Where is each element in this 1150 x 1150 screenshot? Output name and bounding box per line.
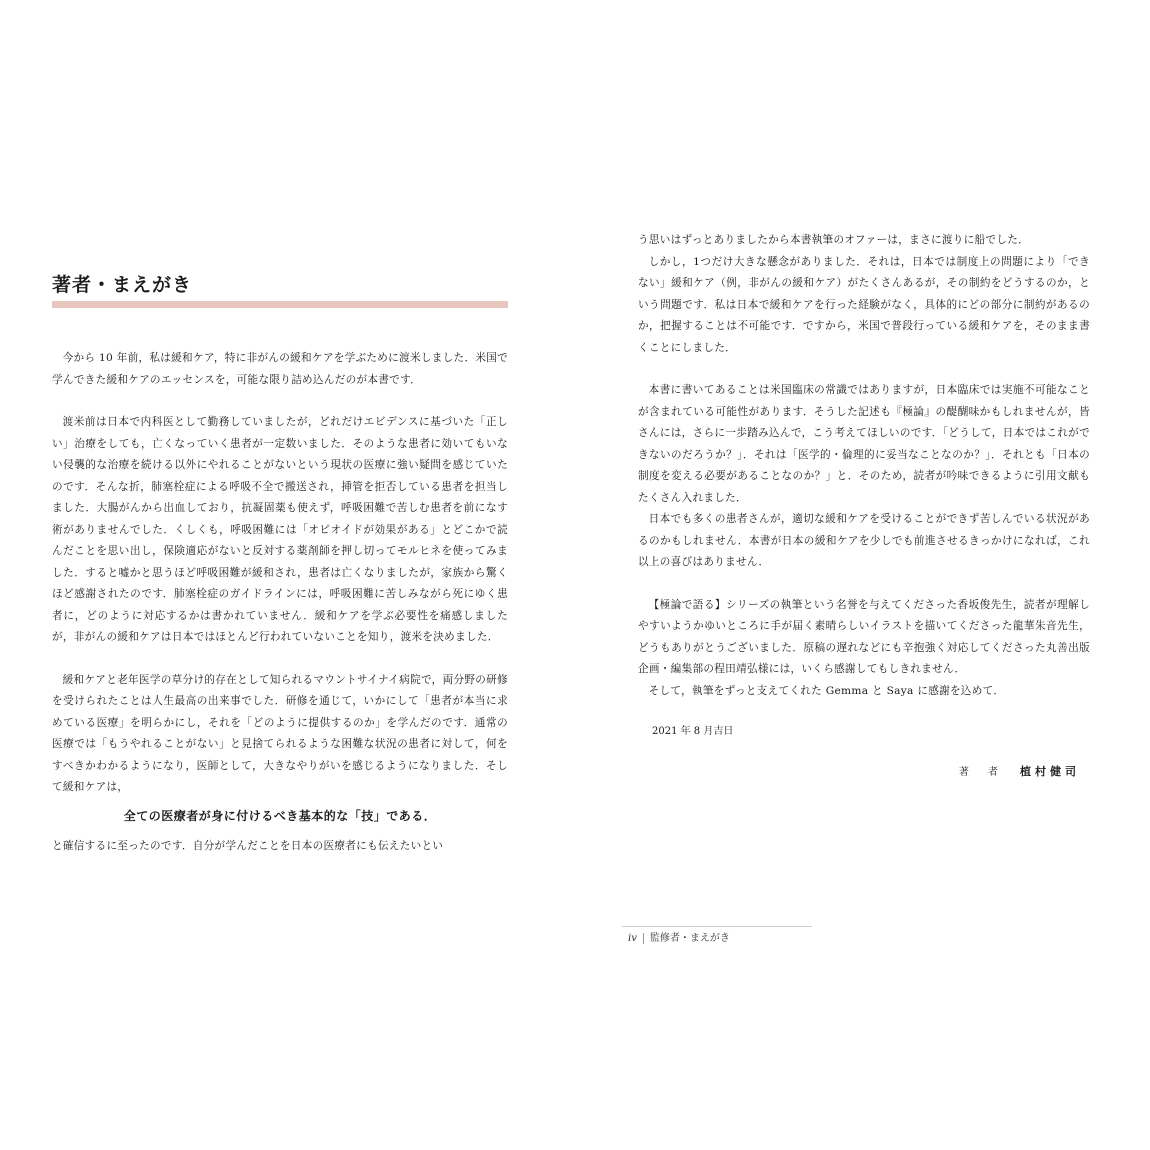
- right-page: [638, 230, 1090, 779]
- paragraph-content-note: 本書に書いてあることは米国臨床の常識ではありますが，日本臨床では実施不可能なことが含まれている可能性があります．そうした記述も『極論』の醍醐味かもしれませんが，皆さんには，さらに一歩踏み込んで，こう考えてほしいのです．「どうして，日本ではこれができないのだろうか？」．それは「医学的・倫理的に妥当なことなのか？」．それとも「日本の制度を変える必要があることなのか？」と．そのため，読者が吟味できるように引用文献もたくさん入れました．: [638, 384, 1090, 504]
- emphasis-statement: 全ての医療者が身に付けるべき基本的な「技」である．: [123, 808, 437, 823]
- paragraph-continued: う思いはずっとありましたから本書執筆のオファーは，まさに渡りに船でした．: [638, 234, 1030, 246]
- paragraph-concern: しかし，1つだけ大きな懸念がありました．それは，日本では制度上の問題により「できない」緩和ケア（例，非がんの緩和ケア）がたくさんあるが，その制約をどうするのか，という問題です．私は日本で緩和ケアを行った経験がなく，具体的にどの部分に制約があるのか，把握することは不可能です．ですから，米国で普段行っている緩和ケアを，そのまま書くことにしました．: [638, 255, 1090, 354]
- paragraph-3: 緩和ケアと老年医学の草分け的存在として知られるマウントサイナイ病院で，両分野の研修を受けられたことは人生最高の出来事でした．研修を通じて，いかにして「患者が本当に求めている医療」を明らかにし，それを「どのように提供するのか」を学んだのです．通常の医療では「もうやれることがない」と見捨てられるような困難な状況の患者に対して，何をすべきかわかるようになり，医師として，大きなやりがいを感じるようになりました．そして緩和ケアは，: [52, 673, 508, 793]
- paragraph-2: 渡米前は日本で内科医として勤務していましたが，どれだけエビデンスに基づいた「正しい」治療をしても，亡くなっていく患者が一定数いました．そのような患者に効いてもいない侵襲的な治療を続ける以外にやれることがないという現状の医療に強い疑問を感じていたのです．そんな折，肺塞栓症による呼吸不全で搬送され，挿管を拒否している患者を担当しました．大腸がんから出血しており，抗凝固薬も使えず，呼吸困難で苦しむ患者を前になす術がありませんでした．くしくも，呼吸困難には「オピオイドが効果がある」とどこかで読んだことを思い出し，保険適応がないと反対する薬剤師を押し切ってモルヒネを使ってみました．すると嘘かと思うほど呼吸困難が緩和され，患者は亡くなりましたが，家族から驚くほど感謝されたのです．肺塞栓症のガイドラインには，呼吸困難に苦しみながら死にゆく患者に，どのように対応するかは書かれていません．緩和ケアを学ぶ必要性を痛感しましたが，非がんの緩和ケアは日本ではほとんど行われていないことを知り，渡米を決めました．: [52, 416, 508, 643]
- page-footer: [622, 926, 812, 944]
- page-title: 著者・まえがき: [52, 274, 193, 296]
- paragraph-hope: 日本でも多くの患者さんが，適切な緩和ケアを受けることができず苦しんでいる状況があるのかもしれません．本書が日本の緩和ケアを少しでも前進させるきっかけになれば，これ以上の喜びはありません．: [638, 513, 1090, 568]
- author-signature: [638, 763, 1080, 779]
- signature-name: 植村健司: [1020, 765, 1080, 778]
- page-number: iv: [622, 933, 644, 944]
- left-page: [52, 270, 508, 857]
- signature-role: 著 者: [958, 767, 1006, 778]
- heading-underline-bar: [52, 301, 508, 308]
- paragraph-dedication: そして，執筆をずっと支えてくれた Gemma と Saya に感謝を込めて．: [648, 684, 1005, 697]
- paragraph-1: 今から 10 年前，私は緩和ケア，特に非がんの緩和ケアを学ぶために渡米しました．米国で学んできた緩和ケアのエッセンスを，可能な限り詰め込んだのが本書です．: [52, 352, 509, 386]
- paragraph-acknowledgements: 【極論で語る】シリーズの執筆という名誉を与えてくださった香坂俊先生，読者が理解しやすいようかゆいところに手が届く素晴らしいイラストを描いてくださった龍華朱音先生，どうもありがとうございました．原稿の遅れなどにも辛抱強く対応してくださった丸善出版企画・編集部の程田靖弘様には，いくら感謝してもしきれません．: [638, 598, 1090, 675]
- closing-line: と確信するに至ったのです．自分が学んだことを日本の医療者にも伝えたいとい: [52, 839, 444, 852]
- date-line: 2021 年 8 月吉日: [652, 726, 734, 737]
- running-title: 監修者・まえがき: [649, 933, 730, 944]
